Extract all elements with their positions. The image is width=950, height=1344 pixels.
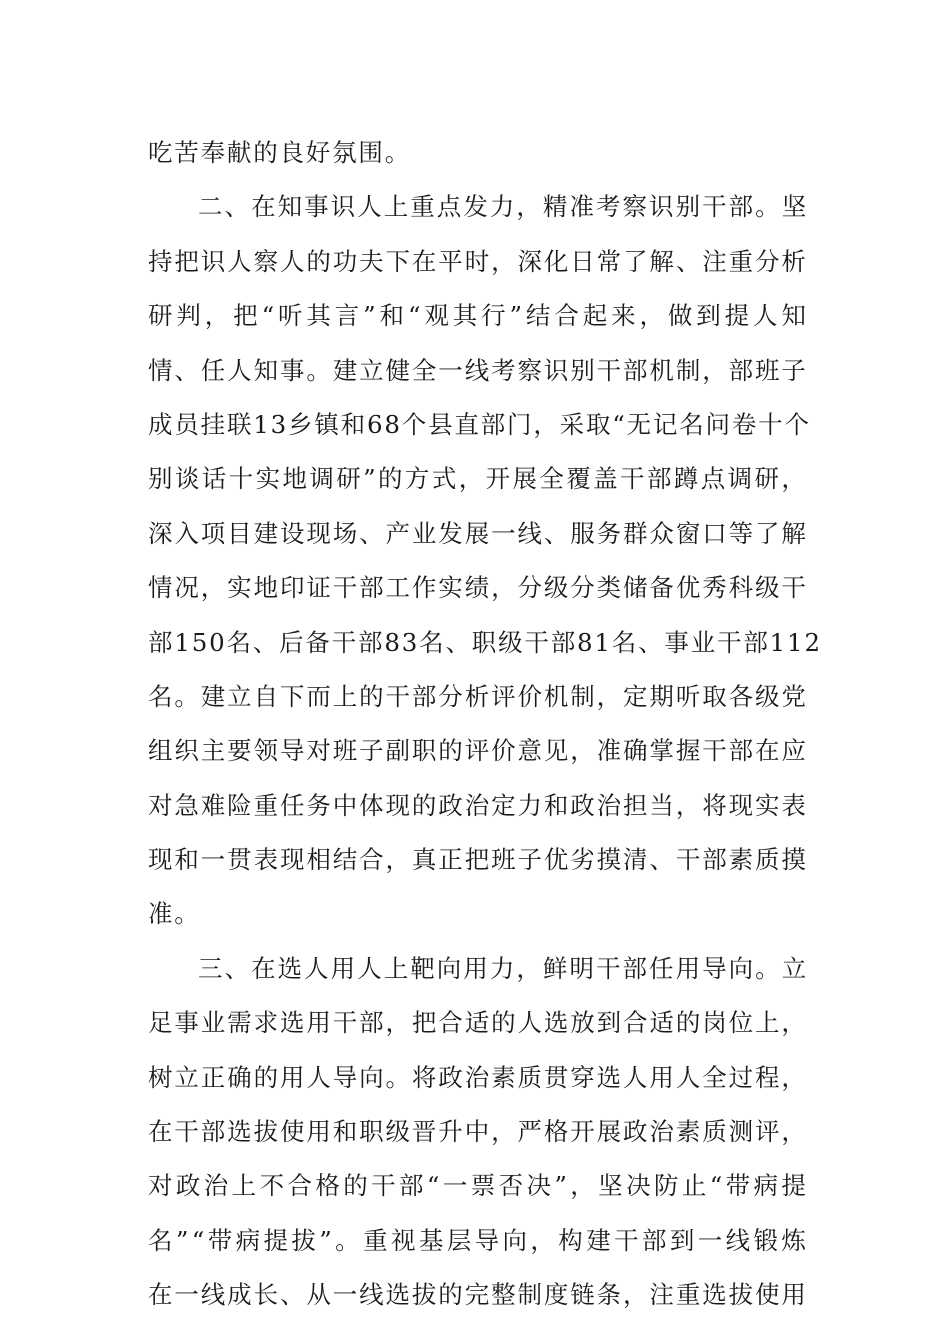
paragraph-line: 部 150 名 、 后 备 干 部 83 名 、 职 级 干 部 81 名 、 事 业 干 部 112 (148, 627, 822, 657)
paragraph-line: 现 和 一 贯 表 现 相 结 合 ， 真 正 把 班 子 优 劣 摸 清 、 干 部 素 质 摸 (148, 845, 808, 875)
paragraph-line: 树 立 正 确 的 用 人 导 向 。 将 政 治 素 质 贯 穿 选 人 用 人 全 过 程 ， (148, 1062, 808, 1092)
paragraph-line: 研 判 ， 把 “ 听 其 言 ” 和 “ 观 其 行 ” 结 合 起 来 ， 做 到 提 人 知 (148, 301, 808, 331)
paragraph-line: 名 ” “ 带 病 提 拔 ” 。 重 视 基 层 导 向 ， 构 建 干 部 到 一 线 锻 炼 (148, 1225, 808, 1255)
paragraph-line: 情 况 ， 实 地 印 证 干 部 工 作 实 绩 ， 分 级 分 类 储 备 优 秀 科 级 干 (148, 573, 808, 603)
paragraph-line: 对 政 治 上 不 合 格 的 干 部 “ 一 票 否 决 ” ， 坚 决 防 止 “ 带 病 提 (148, 1171, 808, 1201)
paragraph-line: 在 一 线 成 长 、 从 一 线 选 拔 的 完 整 制 度 链 条 ， 注 重 选 拔 使 用 (148, 1280, 808, 1310)
paragraph-line: 深 入 项 目 建 设 现 场 、 产 业 发 展 一 线 、 服 务 群 众 窗 口 等 了 解 (148, 518, 808, 548)
paragraph-line: 准。 (148, 899, 201, 929)
paragraph-line: 组 织 主 要 领 导 对 班 子 副 职 的 评 价 意 见 ， 准 确 掌 握 干 部 在 应 (148, 736, 808, 766)
document-body (148, 126, 822, 1323)
paragraph-first-line: 三 、 在 选 人 用 人 上 靶 向 用 力 ， 鲜 明 干 部 任 用 导 向 。 立 (198, 953, 808, 983)
paragraph-line: 持 把 识 人 察 人 的 功 夫 下 在 平 时 ， 深 化 日 常 了 解 、 注 重 分 析 (148, 246, 808, 276)
paragraph-line: 吃苦奉献的良好氛围。 (148, 138, 411, 167)
paragraph-line: 对 急 难 险 重 任 务 中 体 现 的 政 治 定 力 和 政 治 担 当 ， 将 现 实 表 (148, 790, 808, 820)
paragraph-line: 足 事 业 需 求 选 用 干 部 ， 把 合 适 的 人 选 放 到 合 适 的 岗 位 上 ， (148, 1008, 808, 1038)
paragraph-line: 别 谈 话 十 实 地 调 研 ” 的 方 式 ， 开 展 全 覆 盖 干 部 蹲 点 调 研 ， (148, 464, 808, 494)
paragraph-line: 成 员 挂 联 13 乡 镇 和 68 个 县 直 部 门 ， 采 取 “ 无 记 名 问 卷 十 个 (148, 409, 811, 439)
paragraph-first-line: 二 、 在 知 事 识 人 上 重 点 发 力 ， 精 准 考 察 识 别 干 部 。 坚 (198, 192, 808, 222)
paragraph-line: 在 干 部 选 拔 使 用 和 职 级 晋 升 中 ， 严 格 开 展 政 治 素 质 测 评 ， (148, 1117, 808, 1147)
paragraph-line: 名 。 建 立 自 下 而 上 的 干 部 分 析 评 价 机 制 ， 定 期 听 取 各 级 党 (148, 681, 808, 711)
paragraph-line: 情 、 任 人 知 事 。 建 立 健 全 一 线 考 察 识 别 干 部 机 制 ， 部 班 子 (148, 355, 808, 385)
